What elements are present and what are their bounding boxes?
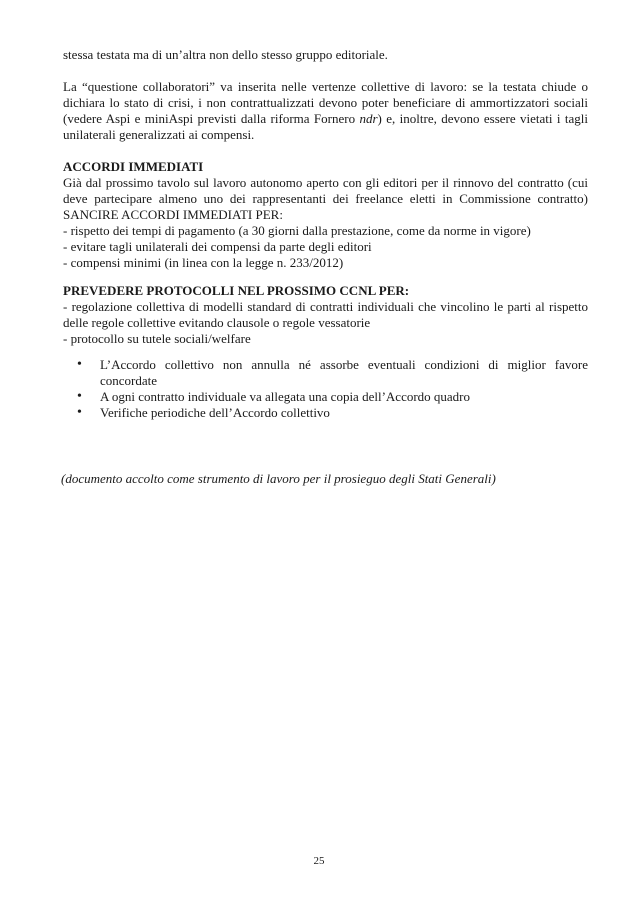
lead-text: stessa testata ma di un’altra non dello stesso gruppo editoriale.	[63, 47, 388, 62]
bullet-dot-icon: •	[77, 405, 82, 420]
accordi-intro: Già dal prossimo tavolo sul lavoro autonomo aperto con gli editori per il rinnovo del contratto (cui deve partecipare almeno uno dei rappresentanti dei freelance eletti in Commissione contratto) SANCIRE ACCORDI IMMEDIATI PER:	[63, 175, 588, 222]
protocolli-section	[63, 283, 588, 347]
bullet-item	[63, 405, 588, 421]
closing-note: (documento accolto come strumento di lavoro per il prosieguo degli Stati Generali)	[61, 471, 496, 486]
bullet-text: Verifiche periodiche dell’Accordo collettivo	[100, 405, 330, 420]
accordi-section	[63, 159, 588, 271]
ndr-note: ndr	[359, 111, 378, 126]
bullet-list	[63, 357, 588, 421]
bullet-item	[63, 389, 588, 405]
bullet-dot-icon: •	[77, 389, 82, 404]
bullet-dot-icon: •	[77, 357, 82, 372]
collaboratori-paragraph	[63, 79, 588, 143]
collaboratori-text-b: ) e, inoltre, devono essere vietati i tagli unilaterali generalizzati ai compensi.	[63, 111, 589, 142]
collaboratori-text-a: La “questione collaboratori” va inserita nelle vertenze collettive di lavoro: se la testata chiude o dichiara lo stato di crisi, i non contrattualizzati devono poter beneficiare di ammortizzatori sociali (vedere Aspi e miniAspi previsti dalla riforma Fornero	[63, 79, 588, 126]
lead-paragraph	[63, 47, 588, 63]
accordi-item: - evitare tagli unilaterali dei compensi da parte degli editori	[63, 239, 372, 254]
bullet-text: L’Accordo collettivo non annulla né assorbe eventuali condizioni di miglior favore concordate	[100, 357, 588, 388]
protocolli-item: - regolazione collettiva di modelli standard di contratti individuali che vincolino le parti al rispetto delle regole collettive evitando clausole o regole vessatorie	[63, 299, 588, 330]
protocolli-heading: PREVEDERE PROTOCOLLI NEL PROSSIMO CCNL PER:	[63, 283, 410, 298]
accordi-item: - rispetto dei tempi di pagamento (a 30 giorni dalla prestazione, come da norme in vigore)	[63, 223, 531, 238]
accordi-item: - compensi minimi (in linea con la legge n. 233/2012)	[63, 255, 344, 270]
bullet-text: A ogni contratto individuale va allegata una copia dell’Accordo quadro	[100, 389, 471, 404]
bullet-item	[63, 357, 588, 389]
protocolli-item: - protocollo su tutele sociali/welfare	[63, 331, 251, 346]
page-number: 25	[313, 855, 325, 867]
accordi-heading: ACCORDI IMMEDIATI	[63, 159, 204, 174]
